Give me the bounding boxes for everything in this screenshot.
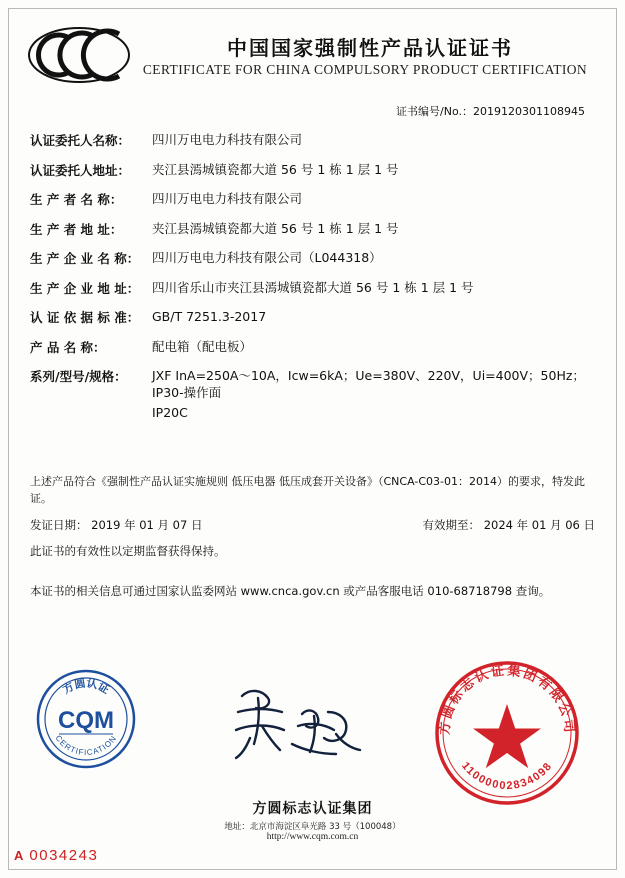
field-value: 四川万电电力科技有限公司: [152, 132, 303, 147]
issue-date-label: 发证日期：: [30, 518, 88, 532]
field-value: 配电箱（配电板）: [152, 338, 253, 354]
field-value: 四川万电电力科技有限公司（L044318）: [152, 250, 382, 265]
issue-date: [30, 517, 202, 533]
field-row-manufacturer-name: [30, 190, 595, 208]
field-label: 认 证 依 据 标 准：: [30, 310, 140, 325]
certificate-title-en: CERTIFICATE FOR CHINA COMPULSORY PRODUCT CERTIFICATION: [142, 62, 588, 77]
expiry-date-label: 有效期至：: [422, 518, 481, 532]
svg-text:CQM: CQM: [58, 707, 114, 734]
field-label: 认证委托人名称：: [30, 133, 131, 148]
field-label: 生 产 者 名 称：: [30, 192, 123, 207]
field-label: 生 产 企 业 地 址：: [30, 280, 140, 296]
validity-note: 此证书的有效性以定期监督获得保持。: [30, 544, 226, 558]
field-value: [152, 367, 595, 421]
field-row-product-name: [30, 338, 595, 356]
cqm-accreditation-seal-icon: [35, 668, 137, 770]
field-row-factory-address: [30, 279, 595, 297]
website-note: 本证书的相关信息可通过国家认监委网站 www.cnca.gov.cn 或产品客服电话 010-68718798 查询。: [30, 584, 551, 598]
field-row-model-spec: [30, 367, 595, 421]
certificate-number: 证书编号/No.：2019120301108945: [396, 105, 585, 118]
footer-url[interactable]: http://www.cqm.com.cn: [266, 832, 359, 842]
certificate-title-cn: 中国国家强制性产品认证证书: [227, 36, 513, 60]
field-label: 认证委托人地址：: [30, 162, 131, 178]
issue-date-value: 2019 年 01 月 07 日: [91, 518, 203, 532]
field-row-applicant-address: [30, 161, 595, 179]
serial-digits: 0034243: [29, 847, 99, 864]
footer-address: 地址：北京市海淀区阜光路 33 号（100048）: [224, 822, 401, 832]
compliance-statement: 上述产品符合《强制性产品认证实施规则 低压电器 低压成套开关设备》（CNCA-C03-01：2014）的要求，特发此证。: [30, 475, 585, 505]
official-red-seal-icon: [432, 658, 582, 808]
field-value: 四川万电电力科技有限公司: [152, 191, 303, 206]
serial-prefix: A: [14, 848, 24, 863]
expiry-date-value: 2024 年 01 月 06 日: [483, 518, 595, 532]
field-value: 四川省乐山市夹江县漹城镇瓷都大道 56 号 1 栋 1 层 1 号: [152, 279, 474, 295]
dates-row: [30, 517, 595, 533]
field-value: 夹江县漹城镇瓷都大道 56 号 1 栋 1 层 1 号: [152, 220, 399, 236]
field-row-factory-name: [30, 249, 595, 267]
field-label: 生 产 企 业 名 称：: [30, 251, 140, 266]
svg-text:方圆标志认证集团有限公司: 方圆标志认证集团有限公司: [437, 663, 577, 736]
field-row-standard: [30, 308, 595, 326]
field-value-line2: IP20C: [152, 405, 188, 420]
svg-text:CERTIFICATION: CERTIFICATION: [53, 733, 119, 758]
field-label: 产 品 名 称：: [30, 339, 106, 355]
expiry-date: [423, 517, 595, 533]
field-value-line1: JXF InA=250A～10A，Icw=6kA；Ue=380V、220V，Ui=400V；50Hz；IP30-操作面: [152, 368, 585, 400]
fields-list: [30, 131, 595, 433]
field-row-manufacturer-address: [30, 220, 595, 238]
field-label: 系列/型号/规格：: [30, 369, 127, 384]
serial-number: [14, 847, 98, 864]
ccc-logo-icon: [27, 26, 135, 84]
field-label: 生 产 者 地 址：: [30, 221, 123, 237]
field-row-applicant-name: [30, 131, 595, 149]
authorized-signature: [228, 678, 368, 768]
footer-organization: 方圆标志认证集团: [252, 801, 373, 817]
field-value: GB/T 7251.3-2017: [152, 309, 267, 324]
svg-text:方圆认证: 方圆认证: [60, 676, 112, 697]
field-value: 夹江县漹城镇瓷都大道 56 号 1 栋 1 层 1 号: [152, 161, 399, 177]
svg-text:11000002834098: 11000002834098: [459, 759, 555, 793]
